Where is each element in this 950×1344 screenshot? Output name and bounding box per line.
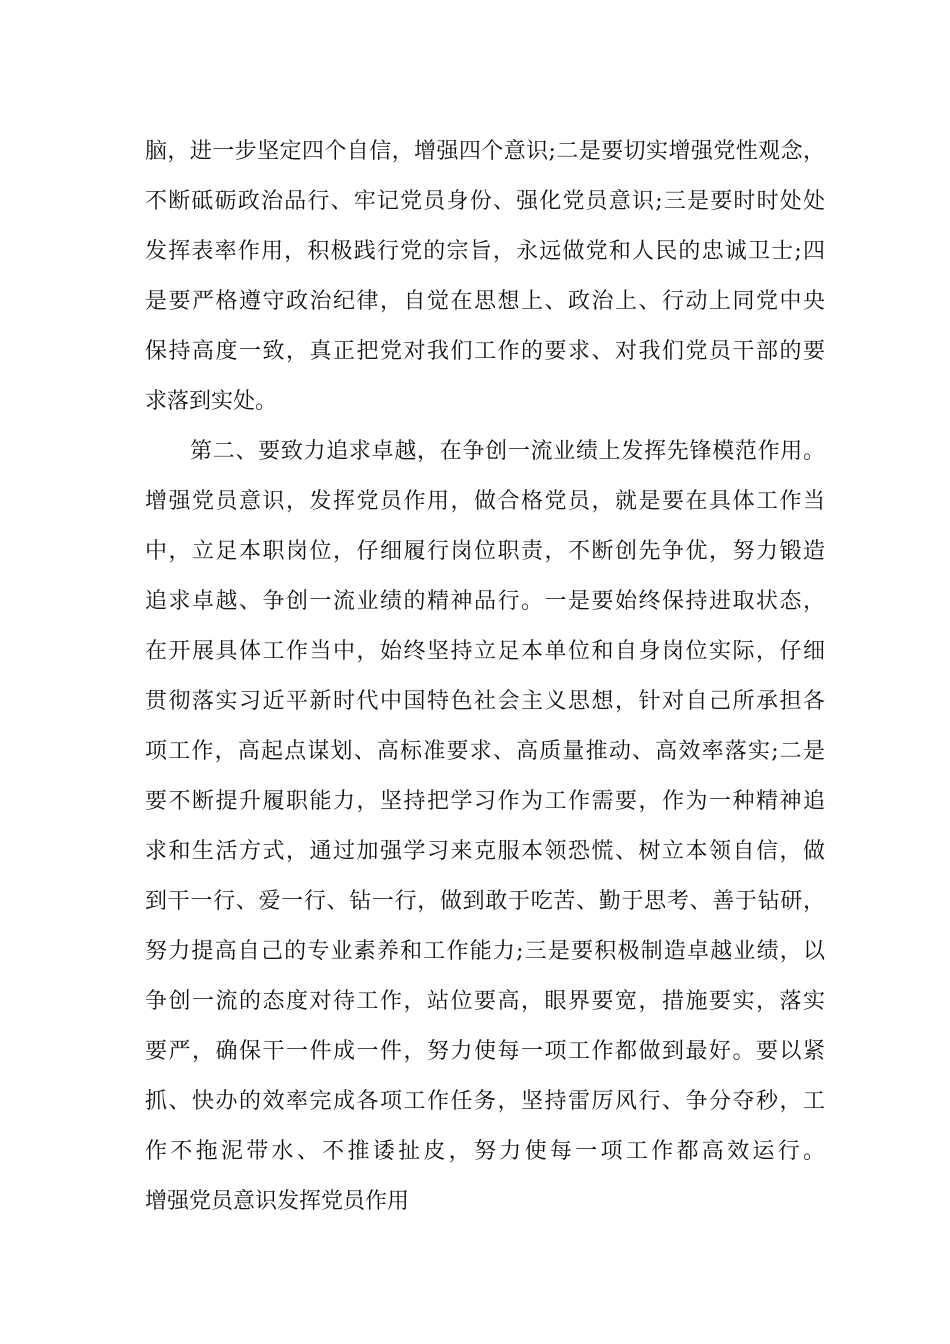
text-line: 不断砥砺政治品行、牢记党员身份、强化党员意识;三是要时时处处 <box>145 189 825 214</box>
paragraph-heading-line: 第二、要致力追求卓越，在争创一流业绩上发挥先锋模范作用。 <box>190 439 825 464</box>
text-line: 贯彻落实习近平新时代中国特色社会主义思想，针对自己所承担各 <box>145 689 825 714</box>
text-line: 要严，确保干一件成一件，努力使每一项工作都做到最好。要以紧 <box>145 1039 825 1064</box>
text-line: 追求卓越、争创一流业绩的精神品行。一是要始终保持进取状态， <box>145 589 825 614</box>
text-line: 抓、快办的效率完成各项工作任务，坚持雷厉风行、争分夺秒，工 <box>145 1089 825 1114</box>
text-line: 求和生活方式，通过加强学习来克服本领恐慌、树立本领自信，做 <box>145 839 825 864</box>
text-line: 项工作，高起点谋划、高标准要求、高质量推动、高效率落实;二是 <box>145 739 825 764</box>
text-line: 到干一行、爱一行、钻一行，做到敢于吃苦、勤于思考、善于钻研， <box>145 889 825 914</box>
document-footer-title: 增强党员意识发挥党员作用 <box>145 1189 410 1214</box>
text-line: 保持高度一致，真正把党对我们工作的要求、对我们党员干部的要 <box>145 339 825 364</box>
text-line: 在开展具体工作当中，始终坚持立足本单位和自身岗位实际，仔细 <box>145 639 825 664</box>
text-line: 发挥表率作用，积极践行党的宗旨，永远做党和人民的忠诚卫士;四 <box>145 239 825 264</box>
text-line: 中，立足本职岗位，仔细履行岗位职责，不断创先争优，努力锻造 <box>145 539 825 564</box>
text-line: 作不拖泥带水、不推诿扯皮，努力使每一项工作都高效运行。 <box>145 1139 825 1164</box>
text-line: 求落到实处。 <box>145 389 278 414</box>
text-line: 脑，进一步坚定四个自信，增强四个意识;二是要切实增强党性观念， <box>145 139 825 164</box>
text-line: 是要严格遵守政治纪律，自觉在思想上、政治上、行动上同党中央 <box>145 289 825 314</box>
text-line: 增强党员意识，发挥党员作用，做合格党员，就是要在具体工作当 <box>145 489 825 514</box>
text-line: 争创一流的态度对待工作，站位要高，眼界要宽，措施要实，落实 <box>145 989 825 1014</box>
text-line: 要不断提升履职能力，坚持把学习作为工作需要，作为一种精神追 <box>145 789 825 814</box>
text-line: 努力提高自己的专业素养和工作能力;三是要积极制造卓越业绩，以 <box>145 939 825 964</box>
